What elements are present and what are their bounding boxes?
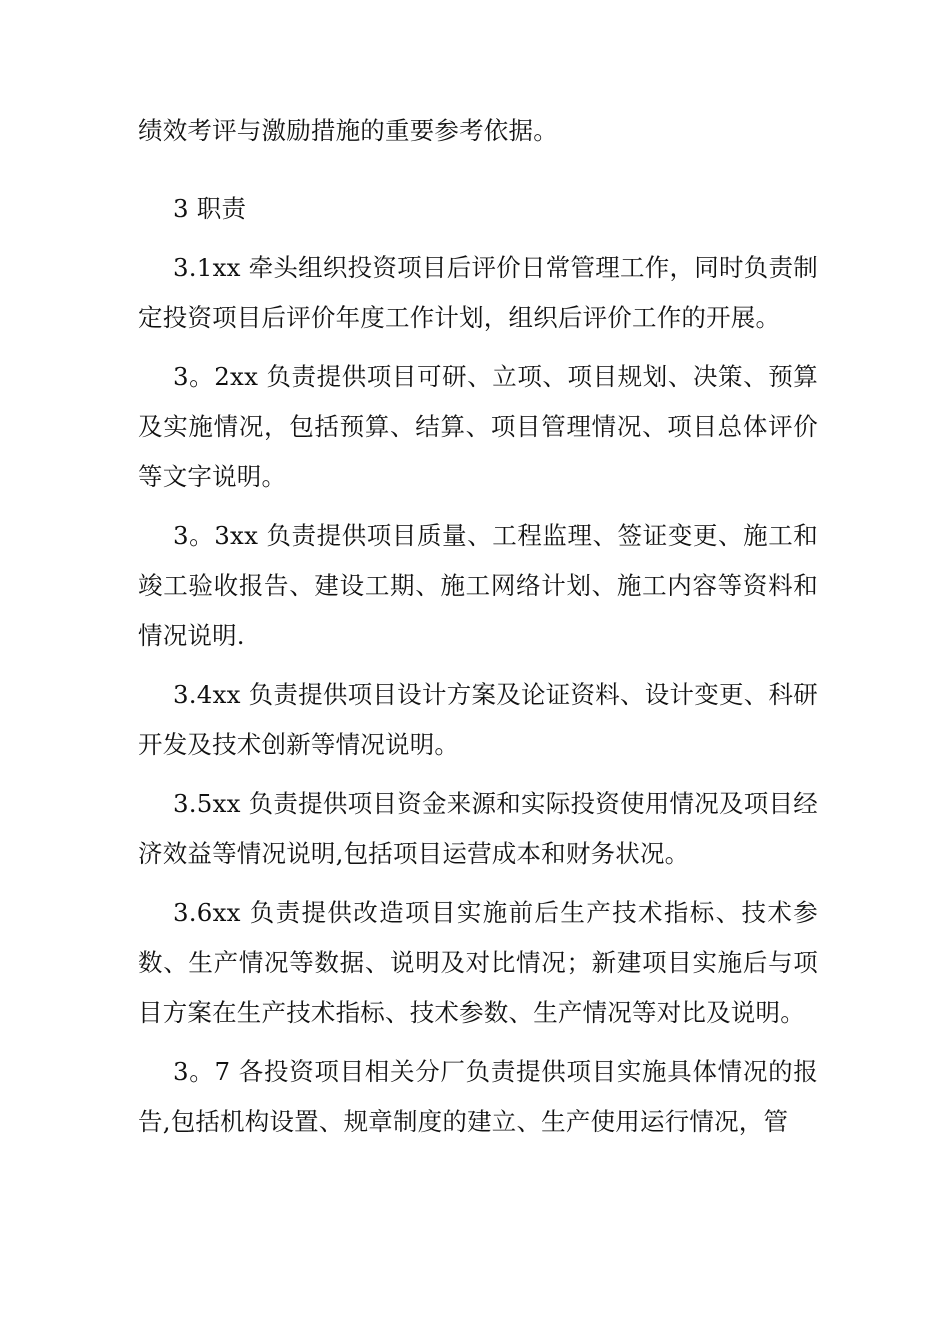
paragraph-3-6: 3.6xx 负责提供改造项目实施前后生产技术指标、技术参数、生产情况等数据、说明及对比情况；新建项目实施后与项目方案在生产技术指标、技术参数、生产情况等对比及说明。 [138,898,818,1027]
document-body [138,106,818,1156]
paragraph-3-5: 3.5xx 负责提供项目资金来源和实际投资使用情况及项目经济效益等情况说明,包括项目运营成本和财务状况。 [138,789,818,868]
section-heading-responsibilities: 3 职责 [173,194,247,223]
paragraph-3-1: 3.1xx 牵头组织投资项目后评价日常管理工作，同时负责制定投资项目后评价年度工作计划，组织后评价工作的开展。 [138,253,818,332]
paragraph-3-3: 3。3xx 负责提供项目质量、工程监理、签证变更、施工和竣工验收报告、建设工期、施工网络计划、施工内容等资料和情况说明. [138,521,818,650]
paragraph-continuation: 绩效考评与激励措施的重要参考依据。 [138,116,558,145]
paragraph-3-2: 3。2xx 负责提供项目可研、立项、项目规划、决策、预算及实施情况，包括预算、结算、项目管理情况、项目总体评价等文字说明。 [138,362,818,491]
paragraph-3-4: 3.4xx 负责提供项目设计方案及论证资料、设计变更、科研开发及技术创新等情况说明。 [138,680,818,759]
paragraph-3-7: 3。7 各投资项目相关分厂负责提供项目实施具体情况的报告,包括机构设置、规章制度的建立、生产使用运行情况，管 [138,1057,818,1136]
